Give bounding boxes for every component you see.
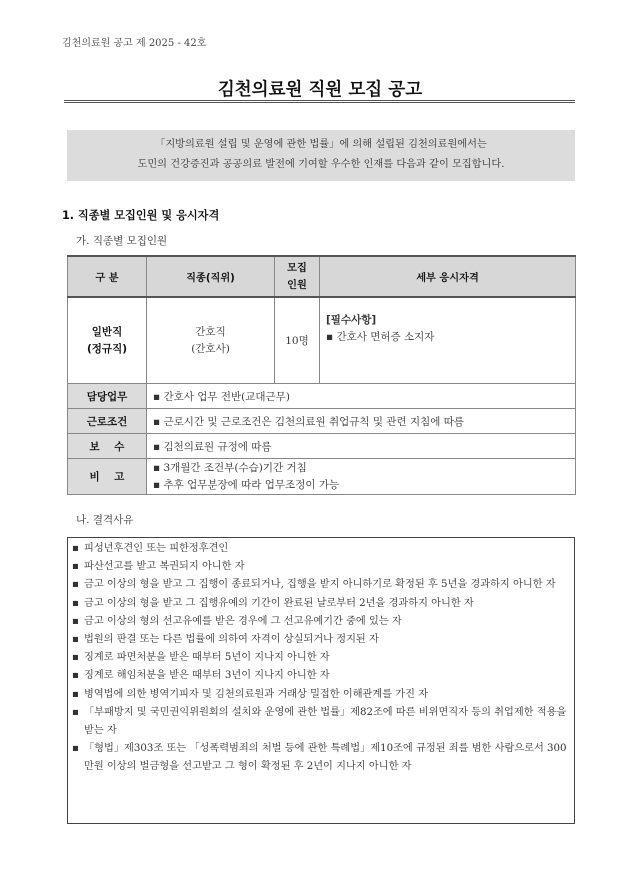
- page-title: 김천의료원 직원 모집 공고: [217, 80, 423, 100]
- bullet-icon: ▪: [72, 561, 79, 573]
- bullet-icon: ▪: [72, 579, 79, 591]
- conditions-value: [147, 409, 576, 434]
- job-line-1: 간호직: [195, 325, 226, 338]
- required-title: [필수사항]: [326, 314, 377, 326]
- bullet-icon: ▪: [72, 543, 79, 554]
- table-header-row: [68, 256, 576, 297]
- bullet-icon: ▪: [72, 706, 79, 718]
- bullet-icon: ▪: [326, 331, 334, 343]
- recruitment-table: [67, 255, 576, 495]
- table-row-conditions: [68, 409, 576, 434]
- intro-line-2: 도민의 건강증진과 공공의료 발전에 기여할 우수한 인재를 다음과 같이 모집합니다.: [137, 159, 505, 170]
- category-line-1: 일반직: [91, 325, 123, 338]
- bullet-icon: ▪: [153, 461, 161, 474]
- category-line-2: (정규직): [86, 342, 128, 355]
- duty-text: 간호사 업무 전반(교대근무): [163, 390, 290, 403]
- cell-qualification: [320, 297, 576, 384]
- intro-box: [67, 130, 575, 181]
- header-count-line-1: 모집: [287, 262, 307, 274]
- bullet-icon: ▪: [153, 415, 161, 428]
- conditions-label: 근로조건: [68, 409, 147, 434]
- pay-value: [147, 434, 576, 459]
- header-category: 구 분: [68, 256, 147, 297]
- list-item: ▪ 파산선고를 받고 복권되지 아니한 자: [72, 558, 570, 576]
- list-item: ▪ 금고 이상의 형을 받고 그 집행유예의 기간이 완료된 날로부터 2년을 경과하지 아니한 자: [72, 595, 570, 613]
- list-item: ▪ 징계로 해임처분을 받은 때부터 3년이 지나지 아니한 자: [72, 667, 570, 685]
- bullet-icon: ▪: [72, 634, 79, 646]
- job-line-2: (간호사): [191, 342, 230, 355]
- list-item: ▪ 병역법에 의한 병역기피자 및 김천의료원과 거래상 밀접한 이해관계를 가진 자: [72, 686, 570, 704]
- duty-label: 담당업무: [68, 384, 147, 409]
- required-item: [326, 329, 575, 346]
- header-count: [275, 256, 320, 297]
- cell-job: [147, 297, 275, 384]
- disqualification-box: [67, 537, 575, 824]
- list-item: ▪ 법원의 판결 또는 다른 법률에 의하여 자격이 상실되거나 정지된 자: [72, 631, 570, 649]
- subsection-b-heading: 나. 결격사유: [76, 514, 134, 526]
- header-count-line-2: 인원: [287, 279, 307, 291]
- bullet-icon: ▪: [153, 440, 161, 453]
- notice-number: 김천의료원 공고 제 2025 - 42호: [62, 38, 207, 49]
- pay-text: 김천의료원 규정에 따름: [163, 440, 272, 453]
- note-text-1: 3개월간 조건부(수습)기간 거침: [163, 461, 307, 474]
- list-item: ▪ 「부패방지 및 국민권익위원회의 설치와 운영에 관한 법률」제82조에 따른 비위면직자 등의 취업제한 적용을 받는 자: [72, 704, 570, 740]
- list-item: ▪ 징계로 파면처분을 받은 때부터 5년이 지나지 아니한 자: [72, 649, 570, 667]
- list-item: ▪ 「형법」제303조 또는 「성폭력범죄의 처벌 등에 관한 특례법」제10조에 규정된 죄를 범한 사람으로서 300만원 이상의 벌금형을 선고받고 그 형이 확정된 후 2년이 지나지 아니한 자: [72, 740, 570, 776]
- list-item: ▪ 피성년후견인 또는 피한정후견인: [72, 540, 570, 558]
- header-job: 직종(직위): [147, 256, 275, 297]
- header-qualification: 세부 응시자격: [320, 256, 576, 297]
- conditions-text: 근로시간 및 근로조건은 김천의료원 취업규칙 및 관련 지침에 따름: [163, 415, 465, 428]
- intro-line-1: 「지방의료원 설립 및 운영에 관한 법률」에 의해 설립된 김천의료원에서는: [155, 139, 487, 150]
- duty-value: [147, 384, 576, 409]
- bullet-icon: ▪: [72, 652, 79, 664]
- bullet-icon: ▪: [72, 743, 79, 755]
- bullet-icon: ▪: [72, 670, 79, 682]
- list-item: ▪ 금고 이상의 형의 선고유예를 받은 경우에 그 선고유예기간 중에 있는 자: [72, 613, 570, 631]
- subsection-a-heading: 가. 직종별 모집인원: [76, 235, 168, 247]
- cell-count: 10명: [275, 297, 320, 384]
- bullet-icon: ▪: [153, 390, 161, 403]
- cell-category: [68, 297, 147, 384]
- bullet-icon: ▪: [72, 615, 79, 627]
- note-label: 비 고: [68, 459, 147, 495]
- bullet-icon: ▪: [72, 597, 79, 609]
- title-underline: [64, 100, 575, 103]
- section-1-heading: 1. 직종별 모집인원 및 응시자격: [62, 209, 220, 222]
- pay-label: 보 수: [68, 434, 147, 459]
- list-item: ▪ 금고 이상의 형을 받고 그 집행이 종료되거나, 집행을 받지 아니하기로 확정된 후 5년을 경과하지 아니한 자: [72, 576, 570, 594]
- note-text-2: 추후 업무분장에 따라 업무조정이 가능: [163, 478, 340, 491]
- note-value: [147, 459, 576, 495]
- table-row-pay: [68, 434, 576, 459]
- bullet-icon: ▪: [153, 478, 161, 491]
- note-item-2: [153, 477, 575, 494]
- table-row-nurse: [68, 297, 576, 384]
- note-item-1: [153, 460, 575, 477]
- required-item-text: 간호사 면허증 소지자: [336, 331, 435, 343]
- table-row-duty: [68, 384, 576, 409]
- bullet-icon: ▪: [72, 688, 79, 700]
- table-row-note: [68, 459, 576, 495]
